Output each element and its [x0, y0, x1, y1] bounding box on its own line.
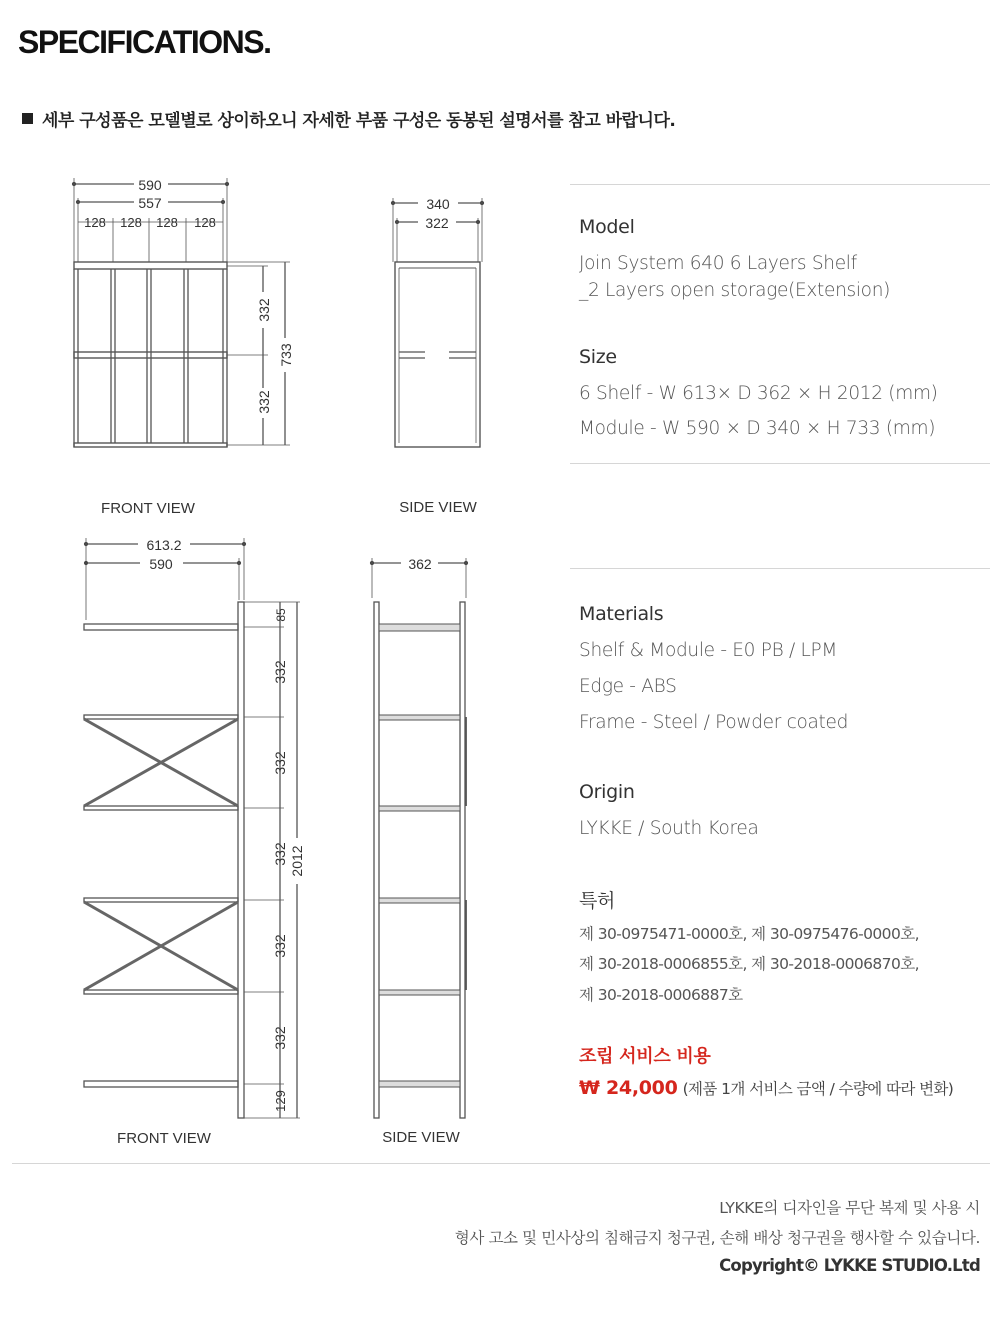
dim-590-shelf: 590	[149, 556, 173, 572]
dim-362: 362	[408, 556, 432, 572]
model-line-1: Join System 640 6 Layers Shelf	[579, 253, 857, 274]
dim-733: 733	[278, 343, 294, 367]
shelf-front-dims	[117, 537, 305, 1147]
divider-top	[570, 184, 990, 185]
dim-t1: 332	[272, 660, 288, 684]
technical-drawing	[0, 160, 560, 1160]
size-line-1: 6 Shelf - W 613× D 362 × H 2012 (mm)	[579, 383, 938, 404]
dim-bay-4: 128	[194, 215, 216, 230]
dim-85: 85	[274, 608, 288, 622]
service-price-row	[579, 1077, 953, 1099]
patent-line-1: 제 30-0975471-0000호, 제 30-0975476-0000호,	[579, 925, 919, 943]
module-side-dims	[399, 196, 477, 516]
shelf-side-view-label: SIDE VIEW	[382, 1129, 460, 1146]
dim-tier-lower: 332	[256, 390, 272, 414]
patent-line-3: 제 30-2018-0006887호	[579, 986, 743, 1004]
divider-mid-1	[570, 463, 990, 464]
divider-footer	[12, 1163, 990, 1164]
dim-340: 340	[426, 196, 450, 212]
page-title: SPECIFICATIONS.	[18, 24, 271, 60]
footer-line-2: 형사 고소 및 민사상의 침해금지 청구권, 손해 배상 청구권을 행사할 수 있습니다.	[454, 1229, 980, 1247]
notice-text	[22, 106, 675, 131]
size-line-2: Module - W 590 × D 340 × H 733 (mm)	[579, 418, 936, 439]
copyright: Copyright© LYKKE STUDIO.Ltd	[719, 1256, 980, 1275]
module-front-view-label: FRONT VIEW	[101, 500, 195, 517]
model-line-2: _2 Layers open storage(Extension)	[579, 280, 891, 301]
size-heading: Size	[579, 346, 617, 368]
module-side-view-label: SIDE VIEW	[399, 499, 477, 516]
square-bullet-icon	[22, 113, 33, 124]
divider-mid-2	[570, 568, 990, 569]
dim-t4: 332	[272, 934, 288, 958]
shelf-front-view-label: FRONT VIEW	[117, 1130, 211, 1147]
service-heading: 조립 서비스 비용	[579, 1046, 711, 1067]
dim-t3: 332	[272, 842, 288, 866]
shelf-front-view	[84, 538, 300, 1118]
patent-line-2: 제 30-2018-0006855호, 제 30-2018-0006870호,	[579, 955, 919, 973]
materials-line-3: Frame - Steel / Powder coated	[579, 712, 849, 733]
model-heading: Model	[579, 216, 635, 238]
dim-bay-1: 128	[84, 215, 106, 230]
materials-line-2: Edge - ABS	[579, 676, 677, 697]
service-note: (제품 1개 서비스 금액 / 수량에 따라 변화)	[682, 1080, 954, 1098]
patent-heading: 특허	[579, 890, 616, 912]
dim-bay-2: 128	[120, 215, 142, 230]
materials-line-1: Shelf & Module - E0 PB / LPM	[579, 640, 838, 661]
service-price: ₩ 24,000	[579, 1077, 678, 1099]
module-side-view	[393, 198, 482, 447]
dim-bay-3: 128	[156, 215, 178, 230]
dim-322: 322	[425, 215, 449, 231]
shelf-side-view	[372, 558, 466, 1118]
dim-590: 590	[138, 177, 162, 193]
shelf-side-dims	[382, 556, 460, 1146]
dim-129: 129	[273, 1090, 288, 1112]
footer-line-1: LYKKE의 디자인을 무단 복제 및 사용 시	[719, 1199, 980, 1217]
origin-heading: Origin	[579, 781, 635, 803]
dim-557: 557	[138, 195, 162, 211]
origin-line-1: LYKKE / South Korea	[579, 818, 759, 839]
notice-label: 세부 구성품은 모델별로 상이하오니 자세한 부품 구성은 동봉된 설명서를 참고 바랍니다.	[42, 111, 676, 131]
dim-2012: 2012	[289, 845, 305, 877]
dim-t5: 332	[272, 1026, 288, 1050]
dim-t2: 332	[272, 751, 288, 775]
dim-tier-upper: 332	[256, 298, 272, 322]
dim-613-2: 613.2	[146, 537, 182, 553]
materials-heading: Materials	[579, 603, 664, 625]
